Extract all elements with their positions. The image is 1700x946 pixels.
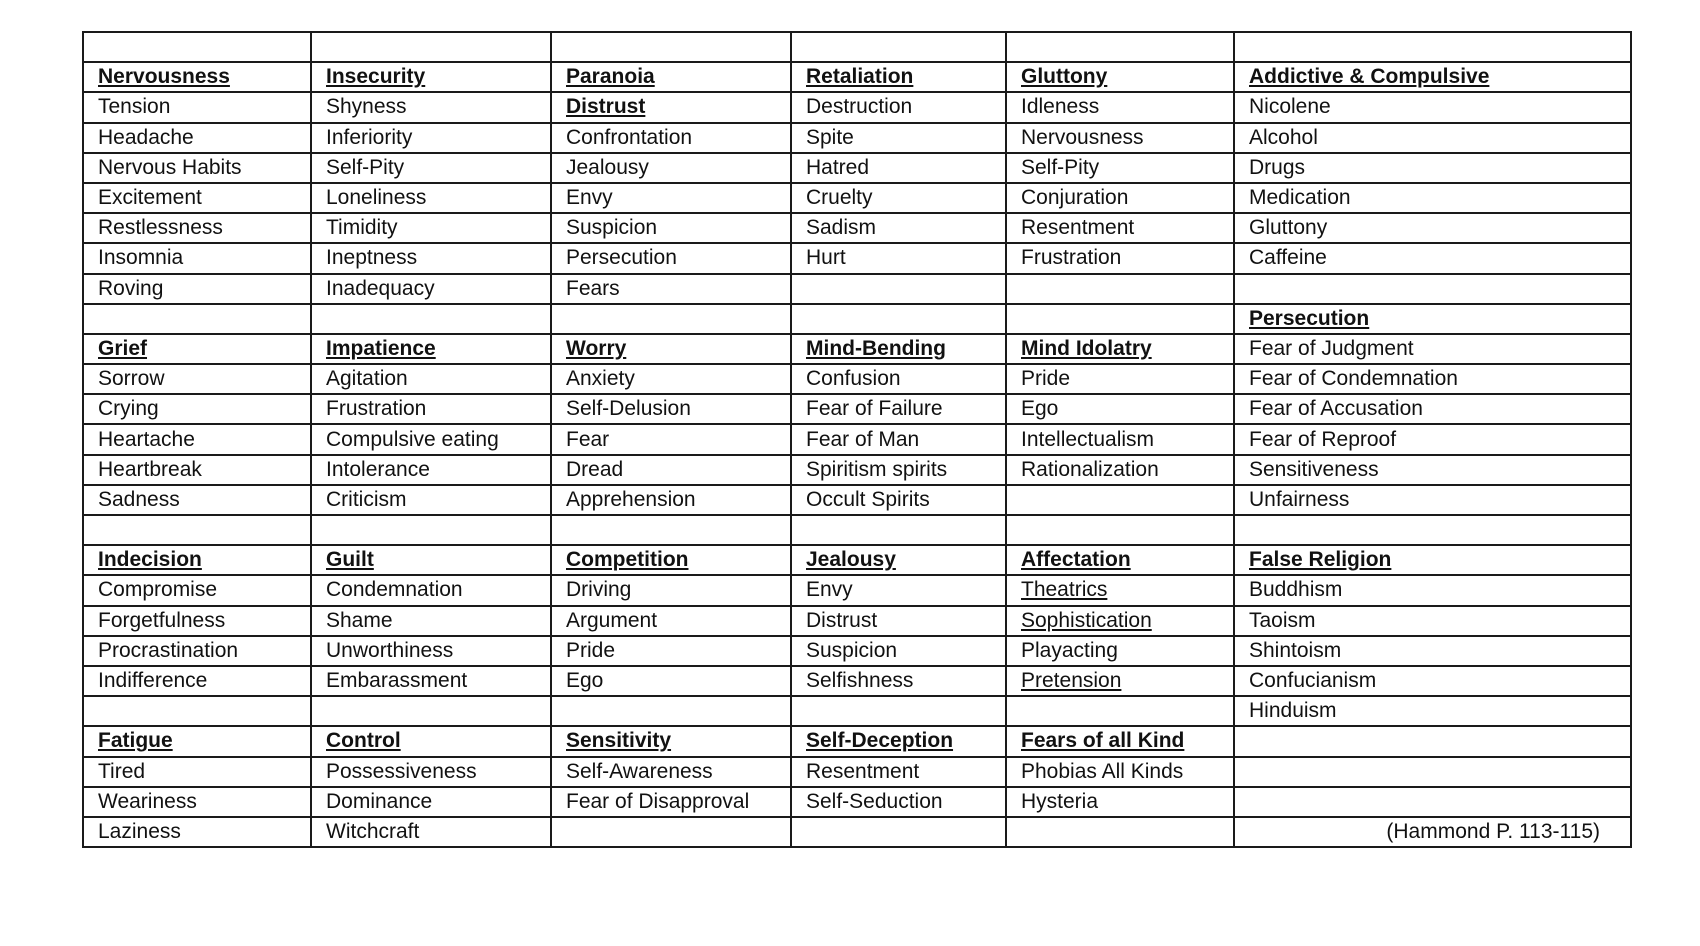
table-cell: Sadness — [83, 485, 311, 515]
table-cell: Playacting — [1006, 636, 1234, 666]
citation-text: (Hammond P. 113-115) — [1234, 817, 1631, 847]
table-cell — [1234, 32, 1631, 62]
table-cell — [83, 304, 311, 334]
table-cell — [1006, 485, 1234, 515]
table-cell: Timidity — [311, 213, 551, 243]
table-row — [83, 274, 1631, 304]
table-cell: Destruction — [791, 92, 1006, 122]
table-row — [83, 757, 1631, 787]
table-cell — [1234, 787, 1631, 817]
category-heading: Indecision — [83, 545, 311, 575]
category-heading: Grief — [83, 334, 311, 364]
table-cell: Compulsive eating — [311, 424, 551, 454]
table-cell: Laziness — [83, 817, 311, 847]
table-cell: Spiritism spirits — [791, 455, 1006, 485]
table-cell: Pride — [1006, 364, 1234, 394]
category-heading: Gluttony — [1006, 62, 1234, 92]
table-row — [83, 817, 1631, 847]
table-cell: Resentment — [1006, 213, 1234, 243]
table-cell: Confusion — [791, 364, 1006, 394]
table-cell: Driving — [551, 575, 791, 605]
table-cell: Distrust — [791, 606, 1006, 636]
table-cell: Self-Seduction — [791, 787, 1006, 817]
table-cell: Inferiority — [311, 123, 551, 153]
table-cell — [1234, 515, 1631, 545]
table-cell: Intolerance — [311, 455, 551, 485]
category-heading: Persecution — [1234, 304, 1631, 334]
table-row — [83, 666, 1631, 696]
table-row — [83, 123, 1631, 153]
table-cell: Hysteria — [1006, 787, 1234, 817]
table-row — [83, 455, 1631, 485]
table-cell: Persecution — [551, 243, 791, 273]
table-cell: Heartache — [83, 424, 311, 454]
table-cell: Fear of Disapproval — [551, 787, 791, 817]
table-cell: Buddhism — [1234, 575, 1631, 605]
table-cell: Sensitiveness — [1234, 455, 1631, 485]
table-cell — [791, 696, 1006, 726]
table-cell: Criticism — [311, 485, 551, 515]
table-cell: Insomnia — [83, 243, 311, 273]
table-cell: Idleness — [1006, 92, 1234, 122]
table-cell — [83, 32, 311, 62]
category-heading: Worry — [551, 334, 791, 364]
table-cell: Conjuration — [1006, 183, 1234, 213]
category-heading: Paranoia — [551, 62, 791, 92]
table-cell — [791, 274, 1006, 304]
table-row — [83, 394, 1631, 424]
table-cell: Hatred — [791, 153, 1006, 183]
table-cell: Dominance — [311, 787, 551, 817]
table-cell — [311, 304, 551, 334]
table-cell: Sadism — [791, 213, 1006, 243]
table-cell: Self-Awareness — [551, 757, 791, 787]
table-cell: Suspicion — [551, 213, 791, 243]
category-heading: Affectation — [1006, 545, 1234, 575]
table-cell — [311, 32, 551, 62]
table-cell: Jealousy — [551, 153, 791, 183]
table-cell — [551, 304, 791, 334]
table-row — [83, 32, 1631, 62]
category-heading: Retaliation — [791, 62, 1006, 92]
table-cell: Self-Pity — [311, 153, 551, 183]
table-row — [83, 606, 1631, 636]
table-cell: Embarassment — [311, 666, 551, 696]
category-heading: Mind-Bending — [791, 334, 1006, 364]
table-cell: Fear — [551, 424, 791, 454]
category-heading: Control — [311, 726, 551, 756]
table-cell — [1006, 32, 1234, 62]
table-cell: Nervousness — [1006, 123, 1234, 153]
table-cell — [791, 304, 1006, 334]
table-cell — [1234, 757, 1631, 787]
table-cell — [1006, 515, 1234, 545]
table-cell — [1234, 274, 1631, 304]
table-cell: Theatrics — [1006, 575, 1234, 605]
table-cell: Nicolene — [1234, 92, 1631, 122]
table-cell: Apprehension — [551, 485, 791, 515]
table-cell: Suspicion — [791, 636, 1006, 666]
table-cell — [1006, 304, 1234, 334]
table-cell: Heartbreak — [83, 455, 311, 485]
table-cell — [83, 515, 311, 545]
table-cell: Fear of Reproof — [1234, 424, 1631, 454]
table-cell — [1234, 726, 1631, 756]
table-cell: Taoism — [1234, 606, 1631, 636]
table-cell: Pretension — [1006, 666, 1234, 696]
table-cell: Agitation — [311, 364, 551, 394]
table-cell: Hinduism — [1234, 696, 1631, 726]
table-cell — [83, 696, 311, 726]
table-cell: Selfishness — [791, 666, 1006, 696]
table-cell: Medication — [1234, 183, 1631, 213]
table-cell: Intellectualism — [1006, 424, 1234, 454]
category-heading: Competition — [551, 545, 791, 575]
category-heading: False Religion — [1234, 545, 1631, 575]
table-cell: Caffeine — [1234, 243, 1631, 273]
table-cell: Phobias All Kinds — [1006, 757, 1234, 787]
table-cell: Forgetfulness — [83, 606, 311, 636]
table-row — [83, 424, 1631, 454]
table-cell — [1006, 274, 1234, 304]
table-row — [83, 364, 1631, 394]
table-cell: Fear of Man — [791, 424, 1006, 454]
table-cell: Gluttony — [1234, 213, 1631, 243]
table-cell: Sorrow — [83, 364, 311, 394]
table-cell: Anxiety — [551, 364, 791, 394]
table-cell: Crying — [83, 394, 311, 424]
table-cell — [791, 32, 1006, 62]
table-cell: Confucianism — [1234, 666, 1631, 696]
table-cell: Envy — [551, 183, 791, 213]
table-row — [83, 183, 1631, 213]
category-heading: Self-Deception — [791, 726, 1006, 756]
table-cell: Ego — [1006, 394, 1234, 424]
table-cell: Alcohol — [1234, 123, 1631, 153]
table-row — [83, 545, 1631, 575]
table-cell — [551, 696, 791, 726]
table-cell — [1006, 817, 1234, 847]
table-cell: Sophistication — [1006, 606, 1234, 636]
table-row — [83, 213, 1631, 243]
table-row — [83, 243, 1631, 273]
table-cell: Ego — [551, 666, 791, 696]
spirits-groupings-table — [82, 31, 1632, 848]
table-cell — [791, 515, 1006, 545]
table-cell: Excitement — [83, 183, 311, 213]
table-cell: Shintoism — [1234, 636, 1631, 666]
table-cell: Argument — [551, 606, 791, 636]
category-heading: Guilt — [311, 545, 551, 575]
table-cell: Pride — [551, 636, 791, 666]
table-cell: Self-Delusion — [551, 394, 791, 424]
table-cell: Roving — [83, 274, 311, 304]
table-cell: Indifference — [83, 666, 311, 696]
table-row — [83, 334, 1631, 364]
category-heading: Addictive & Compulsive — [1234, 62, 1631, 92]
table-cell — [311, 696, 551, 726]
table-cell: Spite — [791, 123, 1006, 153]
table-cell: Loneliness — [311, 183, 551, 213]
table-cell: Hurt — [791, 243, 1006, 273]
table-row — [83, 62, 1631, 92]
table-row — [83, 726, 1631, 756]
table-cell — [1006, 696, 1234, 726]
category-heading: Impatience — [311, 334, 551, 364]
table-cell: Self-Pity — [1006, 153, 1234, 183]
table-cell: Headache — [83, 123, 311, 153]
table-cell: Fears — [551, 274, 791, 304]
table-row — [83, 485, 1631, 515]
table-cell: Procrastination — [83, 636, 311, 666]
table-cell: Fear of Condemnation — [1234, 364, 1631, 394]
table-cell: Drugs — [1234, 153, 1631, 183]
table-cell: Frustration — [311, 394, 551, 424]
table-row — [83, 92, 1631, 122]
table-row — [83, 575, 1631, 605]
category-heading: Fears of all Kind — [1006, 726, 1234, 756]
table-cell: Confrontation — [551, 123, 791, 153]
category-heading: Jealousy — [791, 545, 1006, 575]
table-cell: Fear of Accusation — [1234, 394, 1631, 424]
table-cell: Tension — [83, 92, 311, 122]
category-heading: Sensitivity — [551, 726, 791, 756]
table-cell: Fear of Judgment — [1234, 334, 1631, 364]
table-cell: Possessiveness — [311, 757, 551, 787]
table-cell: Rationalization — [1006, 455, 1234, 485]
category-heading: Insecurity — [311, 62, 551, 92]
table-cell: Ineptness — [311, 243, 551, 273]
table-row — [83, 515, 1631, 545]
table-cell: Resentment — [791, 757, 1006, 787]
table-cell — [551, 32, 791, 62]
table-row — [83, 787, 1631, 817]
table-cell: Tired — [83, 757, 311, 787]
table-cell: Compromise — [83, 575, 311, 605]
table-cell: Envy — [791, 575, 1006, 605]
table-cell: Cruelty — [791, 183, 1006, 213]
category-heading: Fatigue — [83, 726, 311, 756]
table-cell — [551, 515, 791, 545]
table-cell: Unworthiness — [311, 636, 551, 666]
table-row — [83, 696, 1631, 726]
table-body — [83, 32, 1631, 847]
category-heading: Nervousness — [83, 62, 311, 92]
table-cell: Weariness — [83, 787, 311, 817]
table-cell: Unfairness — [1234, 485, 1631, 515]
table-cell: Nervous Habits — [83, 153, 311, 183]
table-row — [83, 304, 1631, 334]
table-cell: Witchcraft — [311, 817, 551, 847]
table-cell: Dread — [551, 455, 791, 485]
table-row — [83, 153, 1631, 183]
table-cell — [551, 817, 791, 847]
table-cell: Frustration — [1006, 243, 1234, 273]
table-cell: Shyness — [311, 92, 551, 122]
table-cell: Condemnation — [311, 575, 551, 605]
table-cell: Shame — [311, 606, 551, 636]
table-cell — [311, 515, 551, 545]
table-cell: Inadequacy — [311, 274, 551, 304]
table-cell: Fear of Failure — [791, 394, 1006, 424]
table-cell: Occult Spirits — [791, 485, 1006, 515]
table-row — [83, 636, 1631, 666]
category-heading: Distrust — [551, 92, 791, 122]
table-cell — [791, 817, 1006, 847]
table-cell: Restlessness — [83, 213, 311, 243]
category-heading: Mind Idolatry — [1006, 334, 1234, 364]
